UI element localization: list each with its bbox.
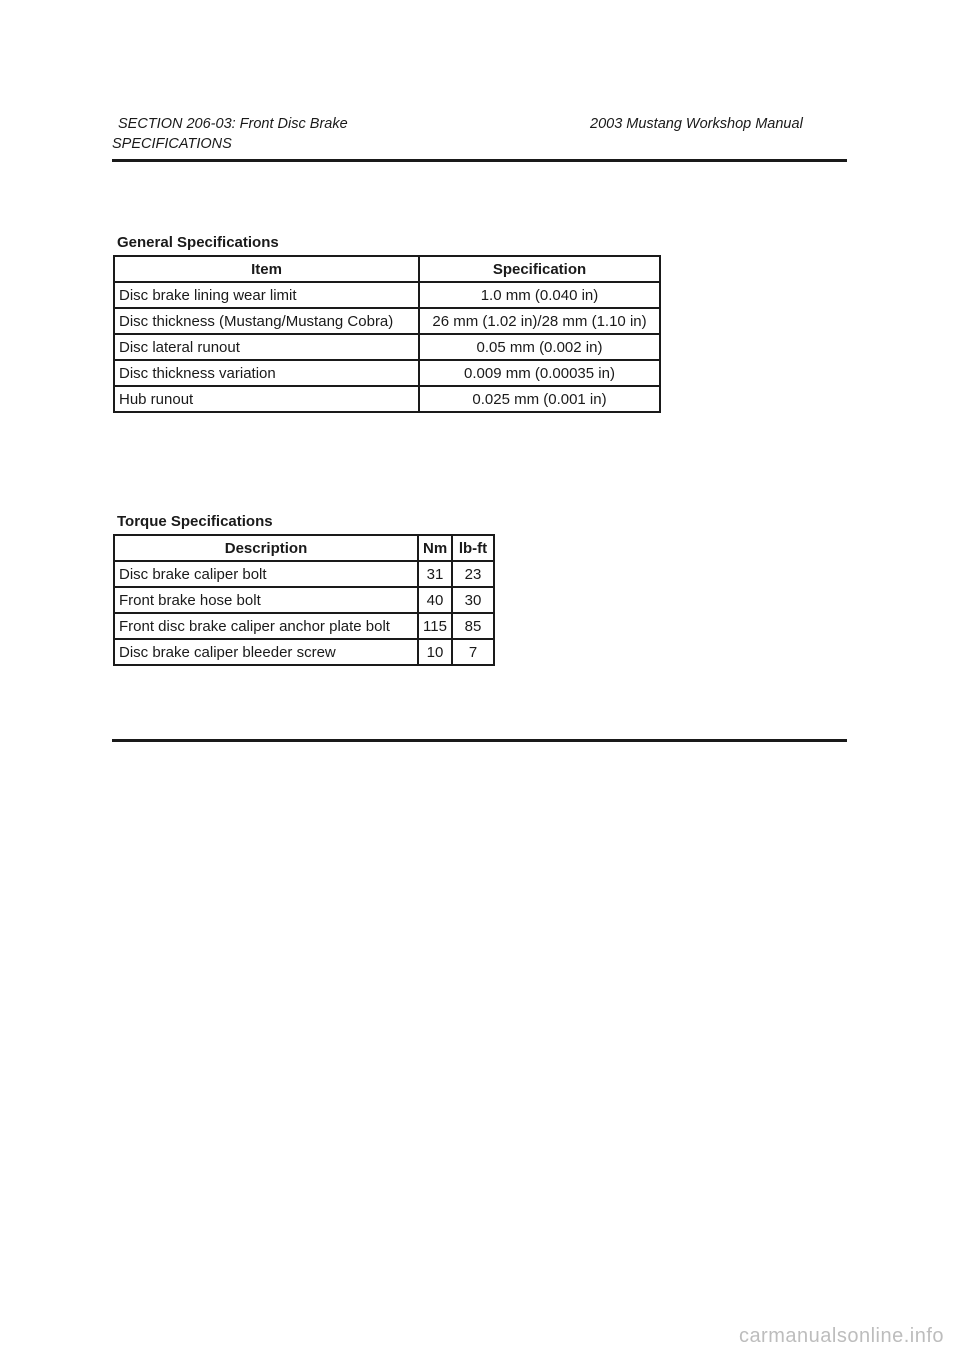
description-cell: Disc brake caliper bolt: [114, 561, 418, 587]
nm-cell: 31: [418, 561, 452, 587]
table-row: [114, 282, 660, 308]
nm-cell: 10: [418, 639, 452, 665]
watermark: carmanualsonline.info: [738, 1325, 944, 1347]
table-row: [114, 360, 660, 386]
column-header-specification: Specification: [419, 256, 660, 282]
lb-ft-cell: 23: [452, 561, 494, 587]
description-cell: Front brake hose bolt: [114, 587, 418, 613]
specification-cell: 1.0 mm (0.040 in): [419, 282, 660, 308]
column-header-nm: Nm: [418, 535, 452, 561]
torque-specs-title: Torque Specifications: [117, 513, 273, 530]
specification-cell: 0.025 mm (0.001 in): [419, 386, 660, 412]
header-rule: [112, 159, 847, 162]
general-specs-table: [113, 255, 661, 413]
column-header-item: Item: [114, 256, 419, 282]
table-row: [114, 639, 494, 665]
column-header-lb-ft: lb-ft: [452, 535, 494, 561]
table-row: [114, 561, 494, 587]
general-specs-title: General Specifications: [117, 234, 279, 251]
description-cell: Disc brake caliper bleeder screw: [114, 639, 418, 665]
table-header-row: [114, 256, 660, 282]
table-row: [114, 334, 660, 360]
table-header-row: [114, 535, 494, 561]
specification-cell: 0.05 mm (0.002 in): [419, 334, 660, 360]
specification-cell: 0.009 mm (0.00035 in): [419, 360, 660, 386]
torque-specs-table: [113, 534, 495, 666]
description-cell: Front disc brake caliper anchor plate bolt: [114, 613, 418, 639]
lb-ft-cell: 30: [452, 587, 494, 613]
table-row: [114, 613, 494, 639]
nm-cell: 40: [418, 587, 452, 613]
nm-cell: 115: [418, 613, 452, 639]
item-cell: Disc lateral runout: [114, 334, 419, 360]
lb-ft-cell: 7: [452, 639, 494, 665]
item-cell: Disc thickness variation: [114, 360, 419, 386]
item-cell: Disc brake lining wear limit: [114, 282, 419, 308]
table-row: [114, 587, 494, 613]
footer-rule: [112, 739, 847, 742]
specification-cell: 26 mm (1.02 in)/28 mm (1.10 in): [419, 308, 660, 334]
section-title: SECTION 206-03: Front Disc Brake: [118, 116, 348, 132]
manual-title: 2003 Mustang Workshop Manual: [590, 116, 803, 132]
subsection-title: SPECIFICATIONS: [112, 136, 232, 152]
item-cell: Disc thickness (Mustang/Mustang Cobra): [114, 308, 419, 334]
item-cell: Hub runout: [114, 386, 419, 412]
lb-ft-cell: 85: [452, 613, 494, 639]
column-header-description: Description: [114, 535, 418, 561]
table-row: [114, 308, 660, 334]
table-row: [114, 386, 660, 412]
